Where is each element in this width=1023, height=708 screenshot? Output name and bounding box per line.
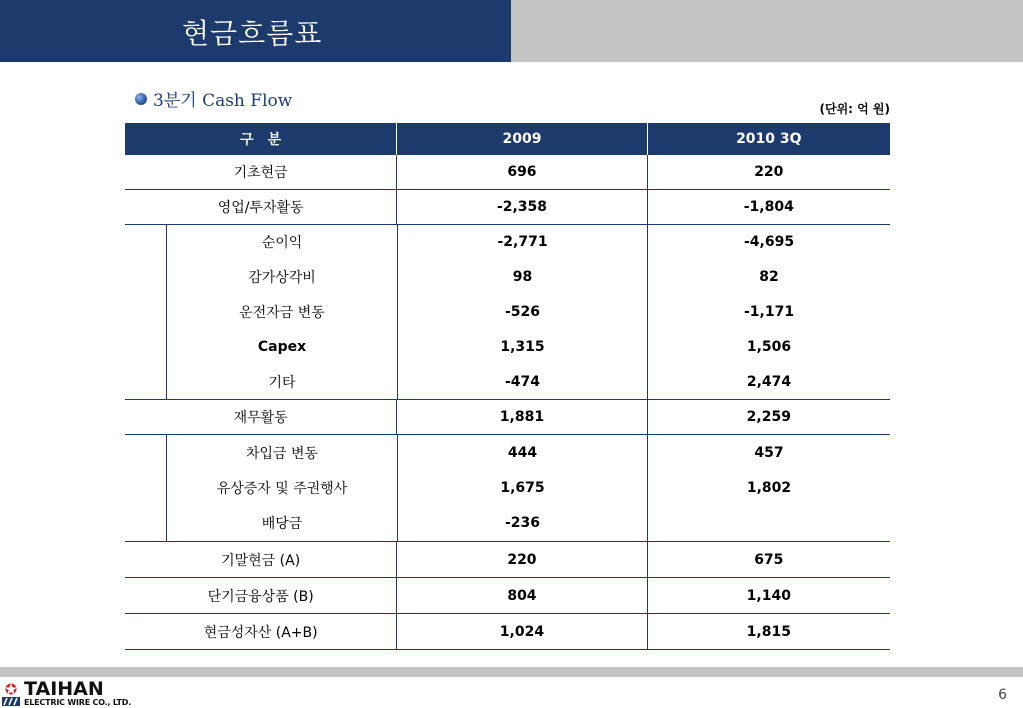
row-label: 기타 [166, 364, 397, 399]
table-row [125, 542, 890, 578]
row-label: 기말현금 (A) [221, 552, 301, 569]
table-row [125, 155, 890, 190]
row-value-2009: -474 [397, 364, 647, 399]
header-2009: 2009 [396, 123, 646, 155]
logo-subtext: ELECTRIC WIRE CO., LTD. [24, 698, 132, 707]
section-subtitle [135, 86, 292, 111]
row-label: 유상증자 및 주권행사 [166, 470, 397, 505]
row-value-2010: -1,804 [647, 190, 890, 224]
row-value-2010: 457 [647, 435, 890, 470]
row-value-2009: -526 [397, 294, 647, 329]
row-value-2009: 696 [396, 155, 646, 189]
row-label: 재무활동 [233, 410, 288, 426]
header-category: 구 분 [240, 132, 282, 148]
table-row [125, 400, 890, 435]
page-title: 현금흐름표 [182, 17, 323, 50]
row-value-2010: 1,815 [647, 614, 890, 649]
page-number: 6 [998, 687, 1007, 703]
row-value-2009: -236 [397, 505, 647, 541]
row-value-2009: -2,358 [396, 190, 646, 224]
row-label: 배당금 [166, 505, 397, 541]
row-label: 차입금 변동 [166, 435, 397, 470]
row-value-2009: 1,675 [397, 470, 647, 505]
row-value-2010: 1,140 [647, 578, 890, 613]
table-row [125, 505, 890, 542]
row-value-2010: 2,474 [647, 364, 890, 399]
row-value-2009: 1,881 [396, 400, 646, 434]
row-value-2009: 1,024 [396, 614, 646, 649]
table-header [125, 123, 890, 155]
table-row [125, 614, 890, 650]
bullet-icon [135, 93, 147, 105]
logo-mark-icon [2, 681, 20, 707]
row-value-2009: -2,771 [397, 225, 647, 259]
table-row [125, 225, 890, 259]
table-row [125, 329, 890, 364]
row-value-2010 [647, 505, 890, 541]
title-bar [0, 0, 511, 62]
row-value-2010: 1,506 [647, 329, 890, 364]
row-value-2010: 675 [647, 542, 890, 577]
row-label: Capex [166, 329, 397, 364]
row-label: 단기금융상품 (B) [207, 588, 314, 605]
table-row [125, 364, 890, 400]
cash-flow-table [125, 123, 890, 650]
row-value-2010: 220 [647, 155, 890, 189]
row-value-2009: 220 [396, 542, 646, 577]
row-label: 현금성자산 (A+B) [203, 624, 318, 641]
row-label: 운전자금 변동 [166, 294, 397, 329]
row-value-2010: 2,259 [647, 400, 890, 434]
table-row [125, 578, 890, 614]
logo-wordmark: TAIHAN [24, 678, 104, 700]
row-value-2009: 98 [397, 259, 647, 294]
row-value-2009: 444 [397, 435, 647, 470]
row-label: 순이익 [166, 225, 397, 259]
table-row [125, 470, 890, 505]
company-logo [2, 680, 131, 707]
row-value-2010: 1,802 [647, 470, 890, 505]
table-row [125, 294, 890, 329]
subtitle-text: 3분기 Cash Flow [153, 91, 293, 111]
footer-bar [0, 667, 1023, 677]
table-row [125, 259, 890, 294]
row-value-2009: 1,315 [397, 329, 647, 364]
row-value-2010: 82 [647, 259, 890, 294]
title-bar-gray [511, 0, 1023, 62]
header-2010-3q: 2010 3Q [647, 123, 890, 155]
row-label: 기초현금 [233, 165, 288, 181]
table-row [125, 190, 890, 225]
row-label: 감가상각비 [166, 259, 397, 294]
row-value-2010: -1,171 [647, 294, 890, 329]
table-row [125, 435, 890, 470]
row-value-2009: 804 [396, 578, 646, 613]
row-label: 영업/투자활동 [217, 200, 304, 216]
unit-label: (단위: 억 원) [819, 102, 890, 116]
row-value-2010: -4,695 [647, 225, 890, 259]
